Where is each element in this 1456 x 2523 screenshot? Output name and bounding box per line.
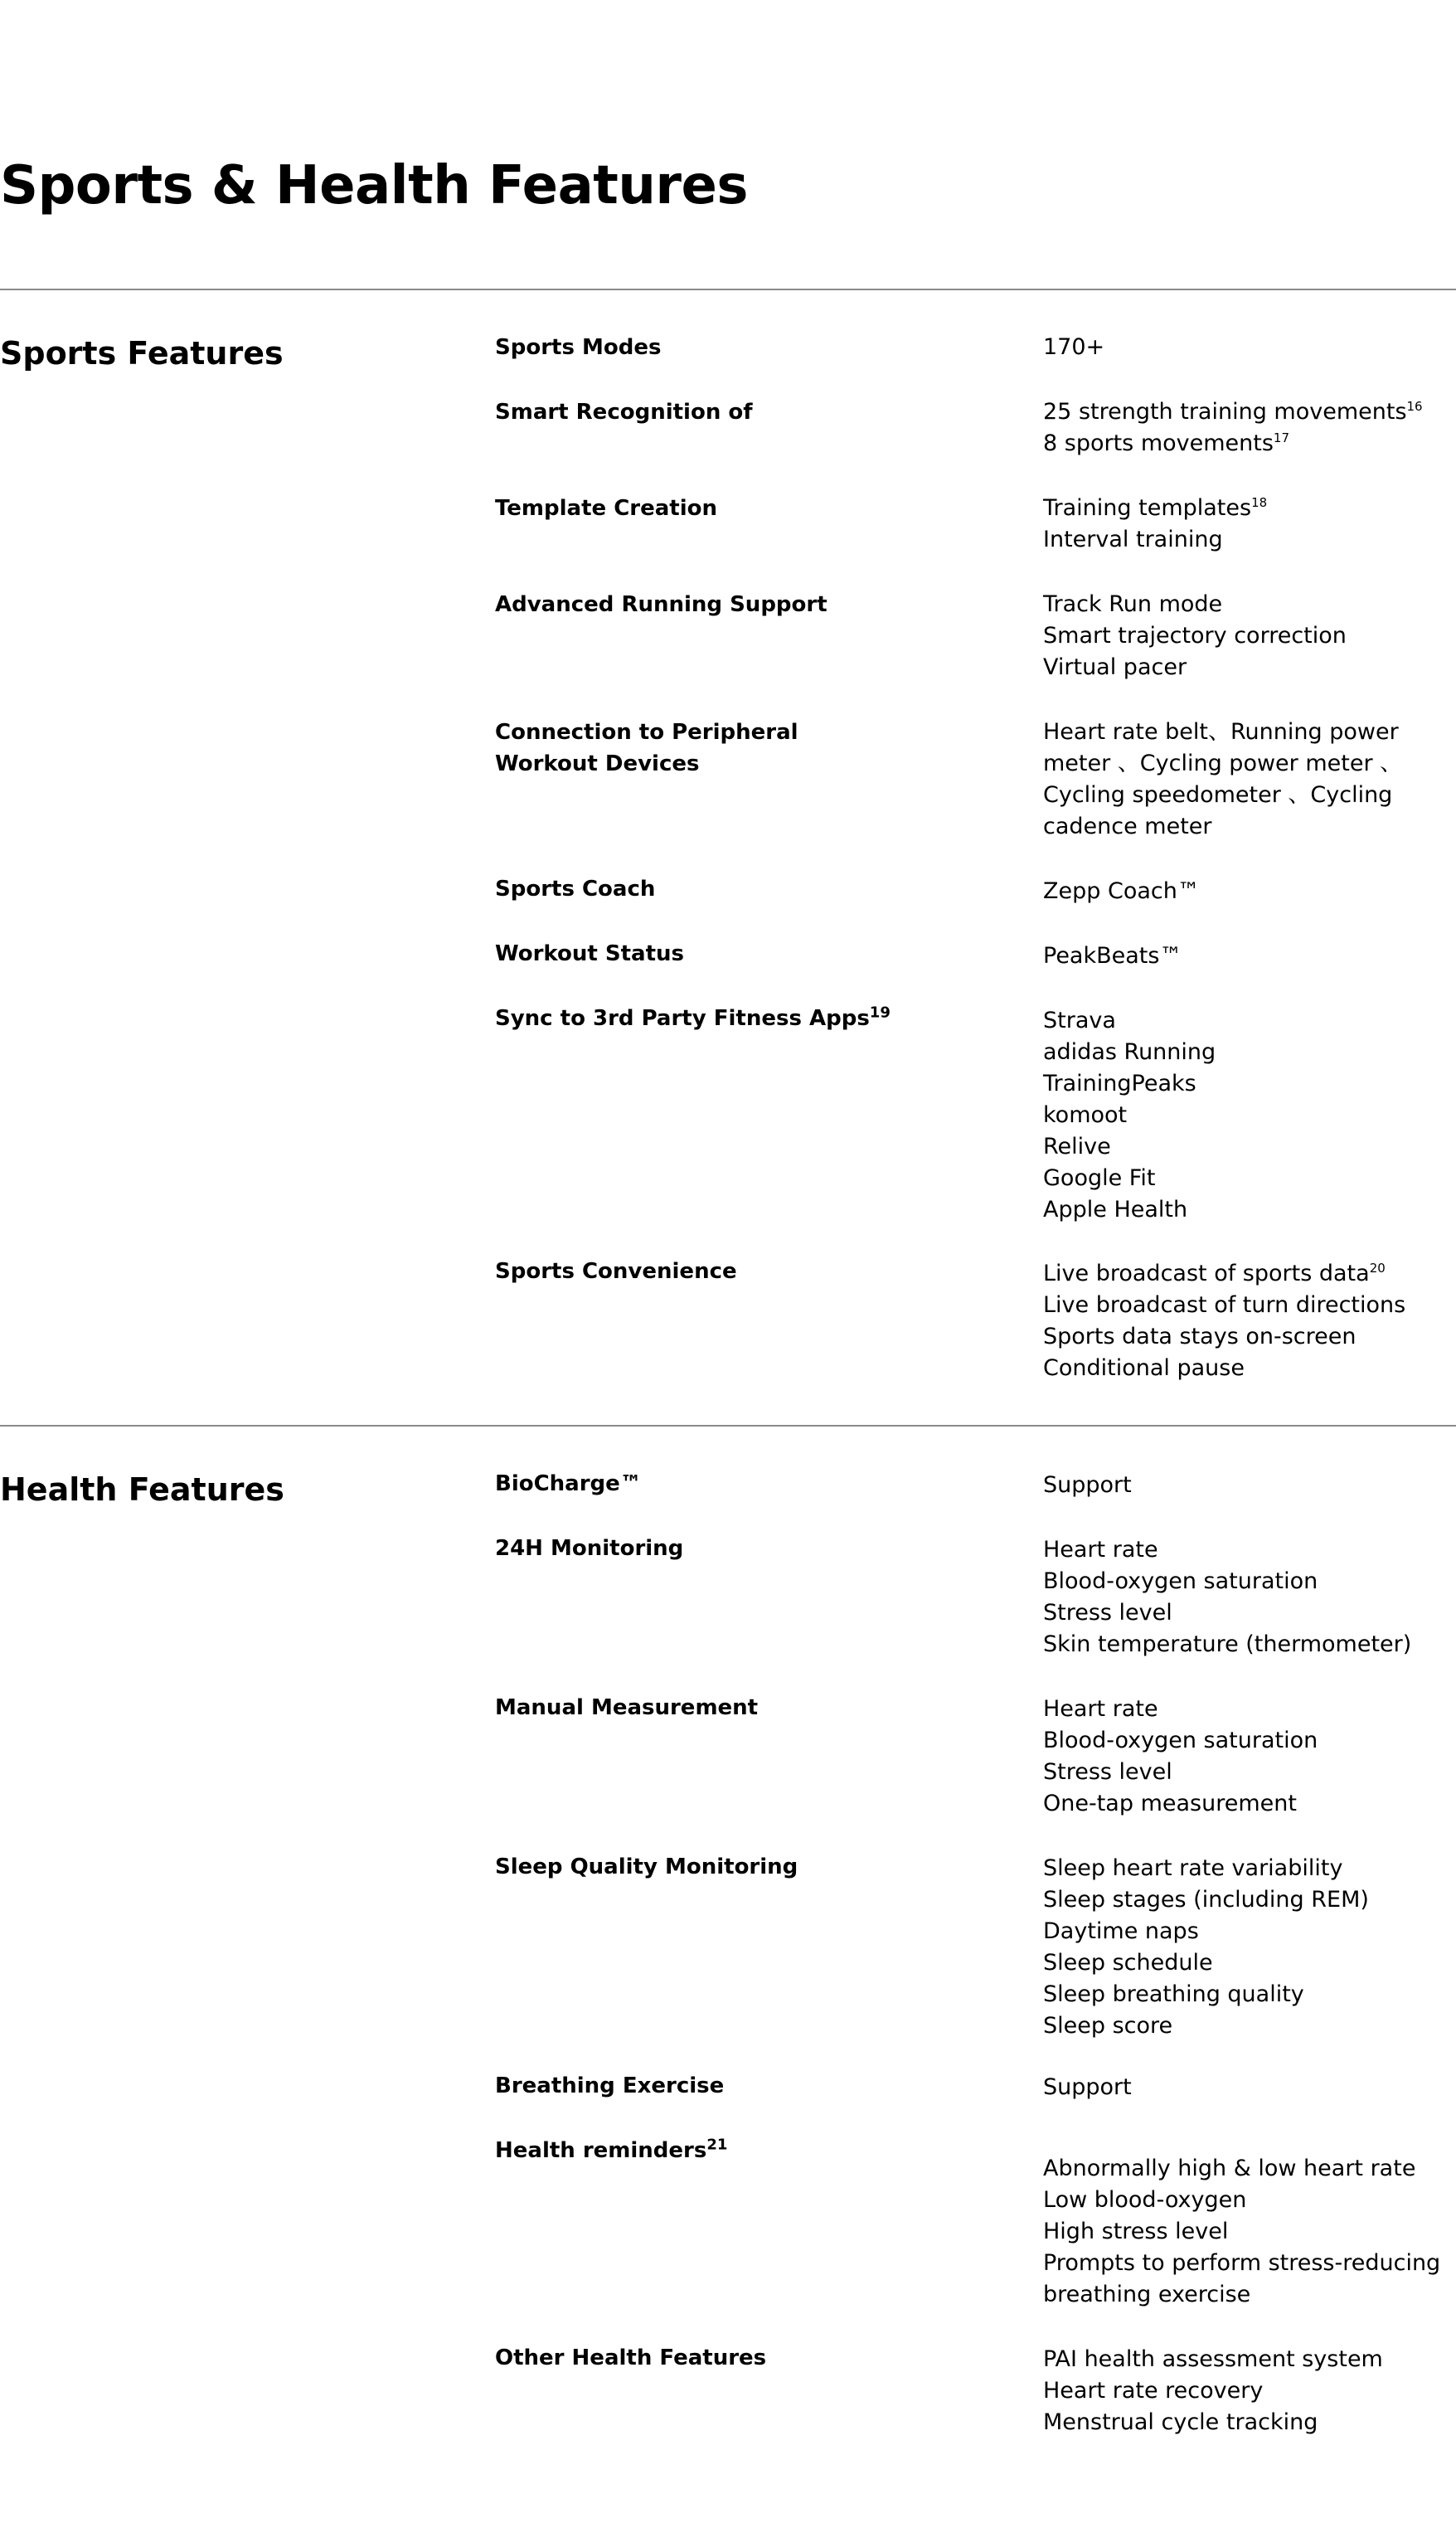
spec-label-24h-monitoring: 24H Monitoring [495,1536,684,1561]
spec-label-sleep-quality: Sleep Quality Monitoring [495,1855,798,1879]
spec-label-third-party-sync: Sync to 3rd Party Fitness Apps$^{19}$ [495,1004,891,1031]
spec-value-template-creation: Training templates$^{18}$ Interval training [1043,495,1268,552]
spec-label-sports-convenience: Sports Convenience [495,1259,737,1284]
spec-label-workout-status: Workout Status [495,941,684,966]
spec-value-biocharge: Support [1043,1472,1132,1498]
spec-value-24h-monitoring: Heart rate Blood-oxygen saturation Stress level Skin temperature (thermometer) [1043,1537,1412,1657]
spec-value-breathing-exercise: Support [1043,2074,1132,2100]
spec-value-manual-measurement: Heart rate Blood-oxygen saturation Stress level One-tap measurement [1043,1696,1318,1816]
spec-value-advanced-running: Track Run mode Smart trajectory correction Virtual pacer [1043,591,1347,680]
spec-label-smart-recognition: Smart Recognition of [495,400,753,425]
sports-section-title: Sports Features [0,335,284,372]
spec-label-sports-modes: Sports Modes [495,335,662,360]
spec-label-biocharge: BioCharge™ [495,1471,642,1496]
section-divider [0,289,1456,290]
section-divider [0,1425,1456,1427]
spec-value-sports-coach: Zepp Coach™ [1043,878,1200,904]
spec-value-smart-recognition: 25 strength training movements$^{16}$ 8 sports movements$^{17}$ [1043,399,1423,456]
page-title: Sports & Health Features [0,155,748,216]
spec-value-health-reminders: Abnormally high & low heart rate Low blood-oxygen High stress level Prompts to perform stress-reducing breathing exercise [1043,2156,1441,2307]
spec-label-peripheral-devices: Connection to Peripheral Workout Devices [495,720,798,776]
spec-label-sports-coach: Sports Coach [495,877,656,902]
spec-value-sleep-quality: Sleep heart rate variability Sleep stages (including REM) Daytime naps Sleep schedule Sleep breathing quality Sleep score [1043,1855,1369,2039]
spec-label-manual-measurement: Manual Measurement [495,1695,759,1720]
spec-value-peripheral-devices: Heart rate belt、Running power meter 、Cycling power meter 、 Cycling speedometer 、Cycling cadence meter [1043,719,1403,839]
spec-value-sports-modes: 170+ [1043,334,1105,360]
spec-label-breathing-exercise: Breathing Exercise [495,2073,725,2098]
spec-label-health-reminders: Health reminders$^{21}$ [495,2136,728,2163]
spec-value-sports-convenience: Live broadcast of sports data$^{20}$ Live broadcast of turn directions Sports data stays on-screen Conditional pause [1043,1261,1406,1381]
spec-label-template-creation: Template Creation [495,496,717,521]
spec-label-advanced-running: Advanced Running Support [495,592,827,617]
spec-value-other-health: PAI health assessment system Heart rate recovery Menstrual cycle tracking [1043,2346,1383,2435]
health-section-title: Health Features [0,1471,284,1508]
spec-value-third-party-sync: Strava adidas Running TrainingPeaks komoot Relive Google Fit Apple Health [1043,1008,1216,1223]
spec-value-workout-status: PeakBeats™ [1043,943,1182,969]
spec-label-other-health: Other Health Features [495,2346,767,2370]
